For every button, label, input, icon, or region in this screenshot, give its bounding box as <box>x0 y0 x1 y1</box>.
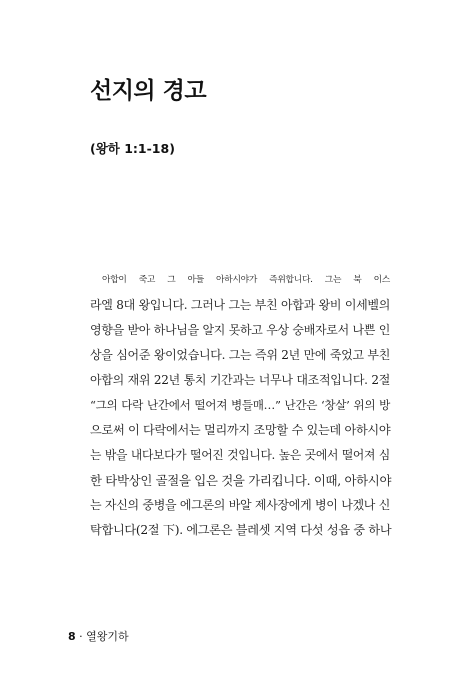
body-line: 한 타박상인 골절을 입은 것을 가리킵니다. 이때, 아하시야 <box>90 473 392 488</box>
body-line: 아합이 죽고 그 아들 아하시야가 즉위합니다. 그는 북 이스 <box>102 275 390 285</box>
body-line: 는 자신의 중병을 에그론의 바알 제사장에게 병이 나겠나 신 <box>90 498 390 512</box>
page-number: 8 <box>68 630 76 643</box>
running-head: 열왕기하 <box>86 630 129 643</box>
page-footer <box>68 628 129 644</box>
scripture-reference: (왕하 1:1-18) <box>90 141 175 156</box>
body-line: 는 밖을 내다보다가 떨어진 것입니다. 높은 곳에서 떨어져 심 <box>90 448 390 462</box>
body-line: 상을 심어준 왕이었습니다. 그는 즉위 2년 만에 죽었고 부친 <box>90 348 390 362</box>
body-line: 으로써 이 다락에서는 멀리까지 조망할 수 있는데 아하시야 <box>90 423 391 437</box>
body-line: 아합의 재위 22년 통치 기간과는 너무나 대조적입니다. 2절 <box>90 373 390 387</box>
body-line: 라엘 8대 왕입니다. 그러나 그는 부친 아합과 왕비 이세벨의 <box>90 298 390 312</box>
body-line: 영향을 받아 하나님을 알지 못하고 우상 숭배자로서 나쁜 인 <box>90 323 390 337</box>
footer-separator: · <box>79 630 83 643</box>
body-text <box>90 268 390 543</box>
body-line: “그의 다락 난간에서 떨어져 병들매…” 난간은 ‘창살’ 위의 방 <box>90 398 390 412</box>
body-line: 탁합니다(2절 下). 에그론은 블레셋 지역 다섯 성읍 중 하나 <box>90 523 392 537</box>
chapter-title: 선지의 경고 <box>90 78 207 104</box>
